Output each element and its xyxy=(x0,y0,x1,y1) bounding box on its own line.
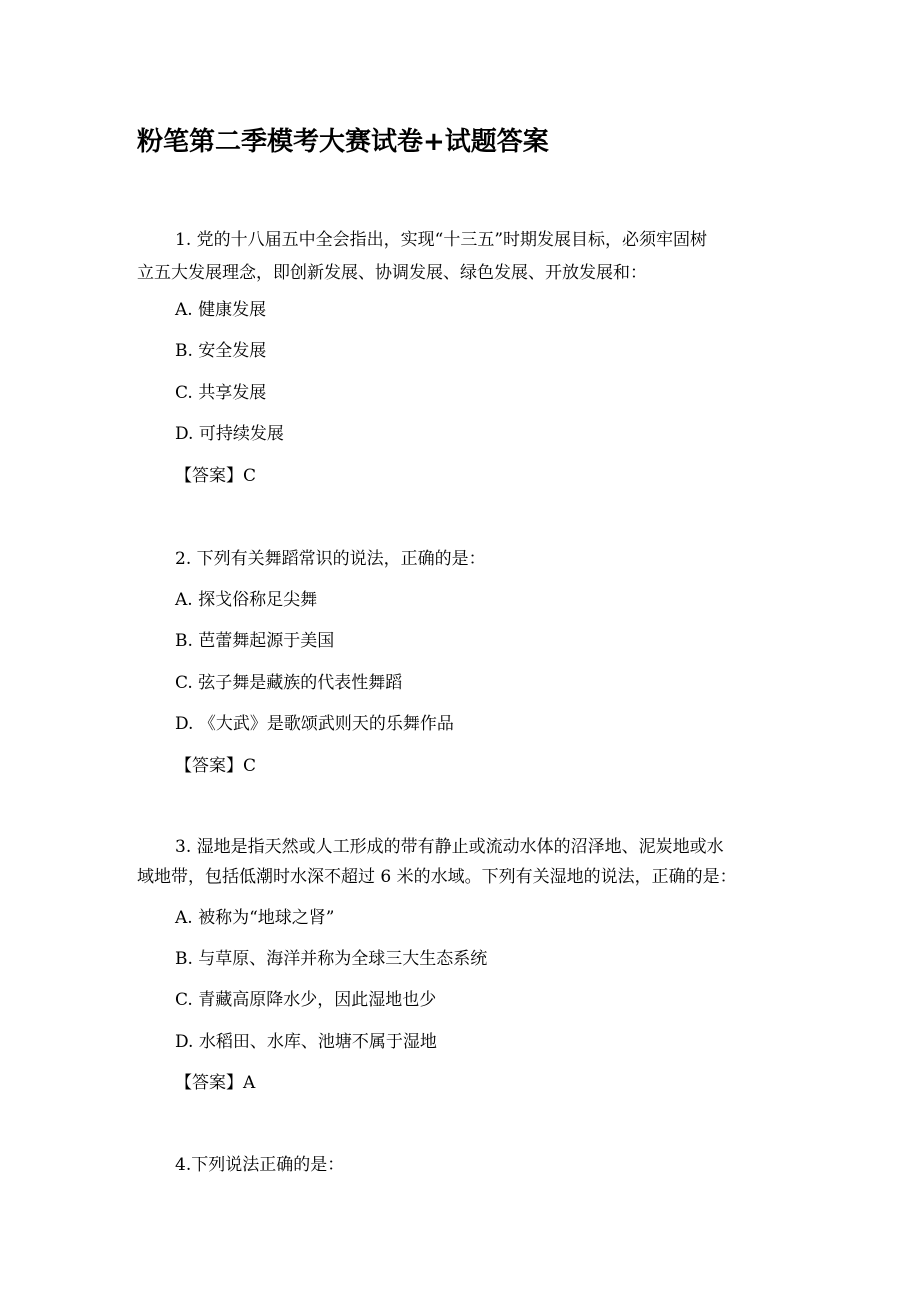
question-1-option-a: A. 健康发展 xyxy=(175,300,267,320)
question-2-option-c: C. 弦子舞是藏族的代表性舞蹈 xyxy=(175,673,403,693)
question-2-stem: 2. 下列有关舞蹈常识的说法，正确的是： xyxy=(175,549,486,569)
document-title: 粉笔第二季模考大赛试卷+试题答案 xyxy=(137,127,549,157)
question-3-stem-line-2: 域地带，包括低潮时水深不超过 6 米的水域。下列有关湿地的说法，正确的是： xyxy=(137,867,737,887)
question-1-option-b: B. 安全发展 xyxy=(175,341,267,361)
question-2-answer: 【答案】C xyxy=(175,756,257,776)
question-1-stem-line-2: 立五大发展理念，即创新发展、协调发展、绿色发展、开放发展和： xyxy=(137,263,647,283)
question-3-answer: 【答案】A xyxy=(175,1073,256,1093)
question-3-stem-line-1: 3. 湿地是指天然或人工形成的带有静止或流动水体的沼泽地、泥炭地或水 xyxy=(175,837,724,857)
question-1-option-c: C. 共享发展 xyxy=(175,383,267,403)
question-2-option-d: D. 《大武》是歌颂武则天的乐舞作品 xyxy=(175,714,454,734)
question-3-option-b: B. 与草原、海洋并称为全球三大生态系统 xyxy=(175,949,488,969)
question-3-option-c: C. 青藏高原降水少，因此湿地也少 xyxy=(175,990,437,1010)
question-3-option-a: A. 被称为“地球之肾” xyxy=(175,908,335,928)
question-1-option-d: D. 可持续发展 xyxy=(175,424,284,444)
question-2-option-b: B. 芭蕾舞起源于美国 xyxy=(175,631,335,651)
question-1-answer: 【答案】C xyxy=(175,466,257,486)
question-3-option-d: D. 水稻田、水库、池塘不属于湿地 xyxy=(175,1032,437,1052)
question-4-stem: 4.下列说法正确的是： xyxy=(175,1155,345,1175)
question-2-option-a: A. 探戈俗称足尖舞 xyxy=(175,590,318,610)
question-1-stem-line-1: 1. 党的十八届五中全会指出，实现“十三五”时期发展目标，必须牢固树 xyxy=(175,230,708,250)
